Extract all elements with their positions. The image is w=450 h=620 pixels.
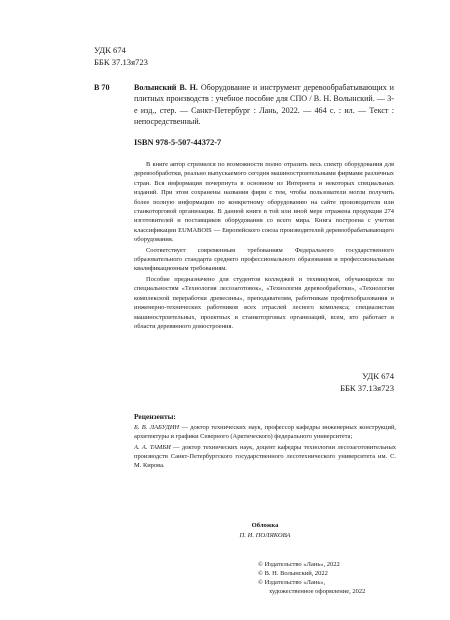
udk-code: УДК 674 <box>362 371 394 381</box>
bibliographic-description <box>134 82 394 128</box>
copyright-line: художественное оформление, 2022 <box>269 588 366 595</box>
reviewer-entry <box>134 423 396 441</box>
author-name: Волынский В. Н. <box>134 83 198 92</box>
copyright-block <box>258 560 408 596</box>
annotation-paragraph: Соответствует современным требованиям Федерального государственного образовательного стандарта среднего профессионального образования и профессиональным квалификационным требованиям. <box>134 246 394 273</box>
reviewer-credentials: — доктор технических наук, профессор кафедры инженерных конструкций, архитектуры и графики Северного (Арктического) федерального университета; <box>134 424 396 441</box>
copyright-line: © В. Н. Волынский, 2022 <box>258 570 328 577</box>
reviewers-title: Рецензенты: <box>134 412 176 421</box>
reviewer-entry <box>134 443 396 471</box>
annotation-paragraph: В книге автор стремился по возможности полно отразить весь спектр оборудования для деревообработки, реально выпускаемого сегодня машиностроительными фирмами различных стран. Вся информация почерпнута в основном из Интернета и некоторых специальных изданий. При этом сохранены названия фирм с тем, чтобы пользователи могли получить более полную информацию по конкретному оборудованию на сайте производителя или станкоторговой организации. В данной книге в той или иной мере отражена продукция 274 изготовителей и поставщиков оборудования со всего мира. Книга построена с учетом классификации EUMABOIS — Европейского союза производителей деревообрабатывающего оборудования. <box>134 161 394 244</box>
annotation <box>134 160 394 331</box>
copyright-line: © Издательство «Лань», 2022 <box>258 561 340 568</box>
annotation-paragraph: Пособие предназначено для студентов колледжей и техникумов, обучающихся по специальностям «Технология лесозаготовок», «Технология деревообработки», «Технология комплексной переработки древесины», преподавателям, работникам профтехобразования и инженерно-технических работников всех отраслей лесного комплекса; специалистам машиностроительных, проектных и станкоторговых организаций, всем, кто работает в области деревянного домостроения. <box>134 275 394 330</box>
reviewers <box>134 412 396 471</box>
author-sign: В 70 <box>94 83 110 92</box>
catalog-entry <box>94 82 394 128</box>
cover-title: Обложка <box>251 522 279 529</box>
classification-codes-top <box>94 44 148 68</box>
reviewer-credentials: — доктор технических наук, доцент кафедры технологии лесозаготовительных производств Санкт-Петербургского государственного лесотехнического университета им. С. М. Кирова. <box>134 443 397 470</box>
cover-artist: П. И. ПОЛЯКОВА <box>239 531 291 539</box>
bibliographic-details: Оборудование и инструмент деревообрабатывающих и плитных производств : учебное пособие для СПО / В. Н. Волынский. — 3-е изд., стер. — Санкт-Петербург : Лань, 2022. — 464 с. : ил. — Текст : непосредственный. <box>134 83 394 127</box>
classification-codes-bottom <box>340 370 394 394</box>
bbk-code: ББК 37.13я723 <box>94 57 148 67</box>
udk-code: УДК 674 <box>94 45 126 55</box>
isbn: ISBN 978-5-507-44372-7 <box>134 138 222 147</box>
bbk-code: ББК 37.13я723 <box>340 383 394 393</box>
cover-credit <box>134 521 396 540</box>
copyright-line: © Издательство «Лань», <box>258 579 326 586</box>
reviewer-name: Б. В. ЛАБУДИН <box>134 424 180 432</box>
reviewer-name: А. А. ТАМБИ <box>134 443 171 451</box>
